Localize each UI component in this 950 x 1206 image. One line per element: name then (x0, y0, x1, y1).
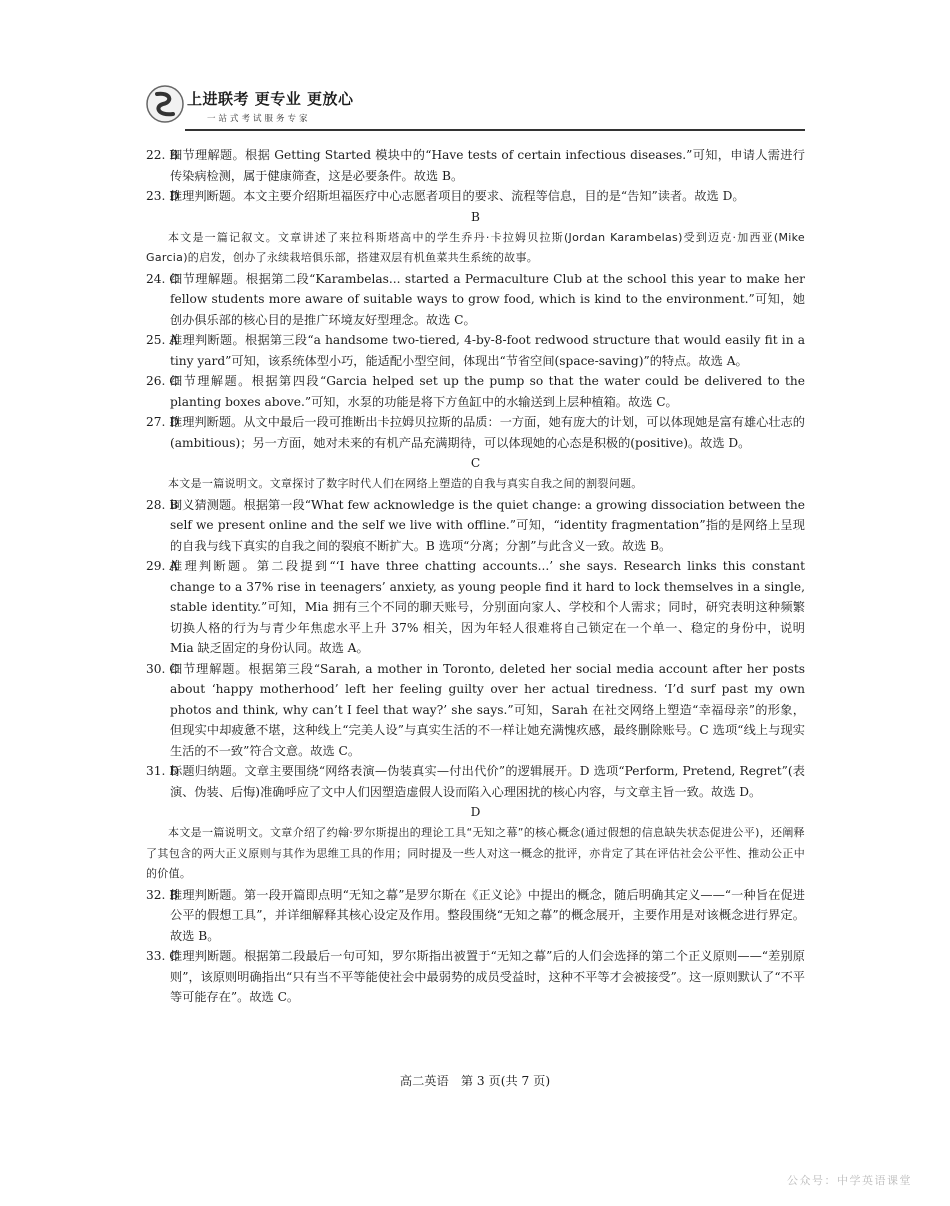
explanation-text: 推理判断题。本文主要介绍斯坦福医疗中心志愿者项目的要求、流程等信息，目的是“告知”读者。故选 D。 (170, 189, 745, 203)
question-explanation (146, 186, 805, 207)
section-letter: D (470, 805, 481, 819)
brand-logo-icon (145, 84, 185, 124)
explanation-text: 推理判断题。根据第三段“a handsome two-tiered, 4-by-8-foot redwood structure that would easily fit in a tiny yard”可知，该系统体型小巧，能适配小型空间，体现出“节省空间(space-saving)”的特点。故选 A。 (170, 333, 805, 368)
explanation-text: 细节理解题。根据第三段“Sarah, a mother in Toronto, deleted her social media account after her posts about ‘happy motherhood’ left her feeling guilty over her actual tiredness. ‘I’d surf past my own photos and think, why can’t I feel that way?’ she says.”可知，Sarah 在社交网络上塑造“幸福母亲”的形象，但现实中却疲惫不堪，这种线上“完美人设”与真实生活的不一样让她充满愧疚感，最终删除账号。C 选项“线上与现实生活的不一致”符合文意。故选 C。 (170, 661, 805, 758)
question-number: 30. C (146, 661, 179, 676)
brand-title: 上进联考 更专业 更放心 (187, 90, 354, 108)
question-number: 33. C (146, 949, 179, 963)
header-divider (185, 129, 805, 131)
question-number: 25. A (146, 333, 179, 347)
question-explanation (146, 885, 805, 947)
question-number: 23. D (146, 189, 180, 203)
explanation-text: 细节理解题。根据第二段“Karambelas... started a Permaculture Club at the school this year to make her fellow students more aware of suitable ways to grow food, which is kind to the environment.”可知，她创办俱乐部的核心目的是推广环境友好型理念。故选 C。 (170, 271, 805, 327)
explanation-text: 词义猜测题。根据第一段“What few acknowledge is the quiet change: a growing dissociation between the self we present online and the self we live with offline.”可知，“identity fragmentation”指的是网络上呈现的自我与线下真实的自我之间的裂痕不断扩大。B 选项“分离；分割”与此含义一致。故选 B。 (170, 497, 805, 553)
explanation-text: 推理判断题。第一段开篇即点明“无知之幕”是罗尔斯在《正义论》中提出的概念，随后明确其定义——“一种旨在促进公平的假想工具”，并详细解释其核心设定及作用。整段围绕“无知之幕”的概念展开，主要作用是对该概念进行界定。故选 B。 (170, 887, 805, 943)
question-explanation (146, 269, 805, 331)
question-number: 26. C (146, 374, 179, 388)
section-letter: C (470, 456, 481, 470)
brand-subtitle: 一站式考试服务专家 (207, 114, 311, 124)
passage-summary: 本文是一篇说明文。文章介绍了约翰·罗尔斯提出的理论工具“无知之幕”的核心概念(通过假想的信息缺失状态促进公平)，还阐释了其包含的两大正义原则与其作为思维工具的作用；同时提及一些人对这一概念的批评，亦肯定了其在评估社会公平性、推动公正中的价值。 (146, 826, 805, 880)
question-explanation (146, 371, 805, 412)
question-explanation (146, 556, 805, 659)
page-header (145, 82, 805, 132)
question-number: 28. B (146, 497, 179, 512)
question-explanation (146, 946, 805, 1008)
question-explanation (146, 659, 805, 762)
answer-content (146, 145, 805, 1008)
question-explanation (146, 761, 805, 802)
question-number: 22. B (146, 148, 179, 162)
question-number: 31. D (146, 764, 180, 778)
question-explanation (146, 412, 805, 453)
explanation-text: 细节理解题。根据第四段“Garcia helped set up the pump so that the water could be delivered to the planting boxes above.”可知，水泵的功能是将下方鱼缸中的水输送到上层种植箱。故选 C。 (170, 374, 805, 409)
section-d (146, 802, 805, 1008)
question-number: 27. D (146, 415, 180, 429)
page-footer: 高二英语 第 3 页(共 7 页) (399, 1074, 551, 1088)
explanation-text: 推理判断题。第二段提到“‘I have three chatting accounts...’ she says. Research links this constant change to a 37% rise in teenagers’ anxiety, as young people find it hard to lock themselves in a single, stable identity.”可知，Mia 拥有三个不同的聊天账号，分别面向家人、学校和个人需求；同时，研究表明这种频繁切换人格的行为与青少年焦虑水平上升 37% 相关，因为年轻人很难将自己锁定在一个单一、稳定的身份中，说明 Mia 缺乏固定的身份认同。故选 A。 (170, 559, 805, 655)
explanation-text: 标题归纳题。文章主要围绕“网络表演—伪装真实—付出代价”的逻辑展开。D 选项“Perform, Pretend, Regret”(表演、伪装、后悔)准确呼应了文中人们因塑造虚假人设而陷入心理困扰的核心内容，与文章主旨一致。故选 D。 (170, 764, 805, 799)
explanation-text: 推理判断题。根据第二段最后一句可知，罗尔斯指出被置于“无知之幕”后的人们会选择的第二个正义原则——“差别原则”，该原则明确指出“只有当不平等能使社会中最弱势的成员受益时，这种不平等才会被接受”。这一原则默认了“不平等可能存在”。故选 C。 (170, 949, 805, 1004)
passage-summary: 本文是一篇说明文。文章探讨了数字时代人们在网络上塑造的自我与真实自我之间的割裂问题。 (168, 477, 643, 490)
watermark: 公众号：中学英语课堂 (787, 1174, 912, 1187)
question-explanation (146, 495, 805, 557)
question-explanation (146, 330, 805, 371)
passage-summary: 本文是一篇记叙文。文章讲述了来拉科斯塔高中的学生乔丹·卡拉姆贝拉斯(Jordan Karambelas)受到迈克·加西亚(Mike Garcia)的启发，创办了永续栽培俱乐部，搭建双层有机鱼菜共生系统的故事。 (146, 230, 805, 264)
question-explanation (146, 145, 805, 186)
section-a (146, 145, 805, 207)
question-number: 32. B (146, 887, 179, 902)
explanation-text: 细节理解题。根据 Getting Started 模块中的“Have tests of certain infectious diseases.”可知，申请人需进行传染病检测，属于健康筛查，这是必要条件。故选 B。 (170, 148, 805, 183)
explanation-text: 推理判断题。从文中最后一段可推断出卡拉姆贝拉斯的品质：一方面，她有庞大的计划，可以体现她是富有雄心壮志的(ambitious)；另一方面，她对未来的有机产品充满期待，可以体现她的心态是积极的(positive)。故选 D。 (170, 415, 805, 450)
section-letter: B (471, 209, 480, 224)
section-b (146, 207, 805, 454)
question-number: 24. C (146, 271, 179, 286)
section-c (146, 453, 805, 802)
question-number: 29. A (146, 559, 179, 573)
